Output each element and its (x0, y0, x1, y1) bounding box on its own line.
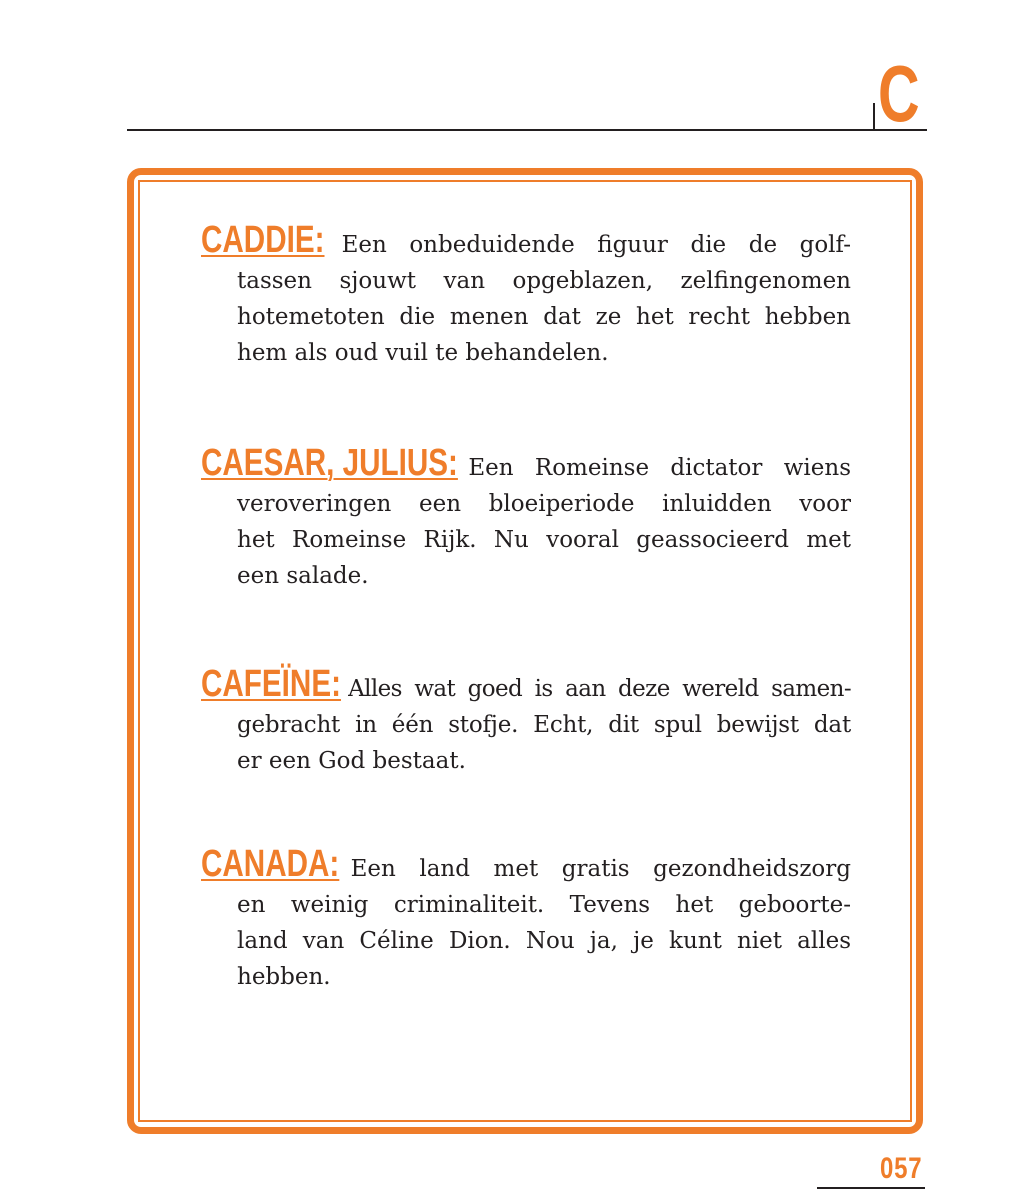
entry-text-line: het Romeinse Rijk. Nu vooral geassocieerd met (237, 527, 851, 553)
footer-rule (817, 1187, 925, 1189)
entry-first-line (201, 843, 851, 887)
entry-term: CADDIE: (201, 219, 325, 261)
entry-first-line (201, 219, 851, 263)
entry-text-line: veroveringen een bloeiperiode inluidden voor (237, 491, 851, 517)
entry-term: CANADA: (201, 843, 340, 885)
entry-first-line (201, 442, 852, 486)
entry-text-line: hebben. (237, 964, 331, 990)
section-letter: C (878, 49, 919, 138)
entry-text-line: hem als oud vuil te behandelen. (237, 340, 609, 366)
entry-text-line: hotemetoten die menen dat ze het recht hebben (237, 304, 851, 330)
entry-text-line: Alles wat goed is aan deze wereld samen- (348, 676, 851, 702)
entry-text-line: Een Romeinse dictator wiens (468, 455, 852, 481)
entry-text-line: Een land met gratis gezondheidszorg (350, 856, 851, 882)
dictionary-entry (201, 219, 851, 371)
header-rule (127, 129, 927, 131)
entry-term: CAFEÏNE: (201, 663, 341, 705)
header-tick (873, 103, 875, 130)
entry-term: CAESAR, JULIUS: (201, 442, 458, 484)
entry-text-line: en weinig criminaliteit. Tevens het geboorte- (237, 892, 851, 918)
entry-text-line: Een onbeduidende figuur die de golf- (341, 232, 851, 258)
dictionary-entry (201, 663, 851, 779)
entry-text-line: gebracht in één stofje. Echt, dit spul bewijst dat (237, 712, 851, 738)
dictionary-entry (201, 442, 852, 594)
entry-text-line: er een God bestaat. (237, 748, 466, 774)
entry-text-line: land van Céline Dion. Nou ja, je kunt niet alles (237, 928, 851, 954)
page-number: 057 (880, 1152, 923, 1185)
entry-text-line: tassen sjouwt van opgeblazen, zelfingenomen (237, 268, 851, 294)
entry-first-line (201, 663, 851, 707)
dictionary-entry (201, 843, 851, 995)
entry-text-line: een salade. (237, 563, 369, 589)
